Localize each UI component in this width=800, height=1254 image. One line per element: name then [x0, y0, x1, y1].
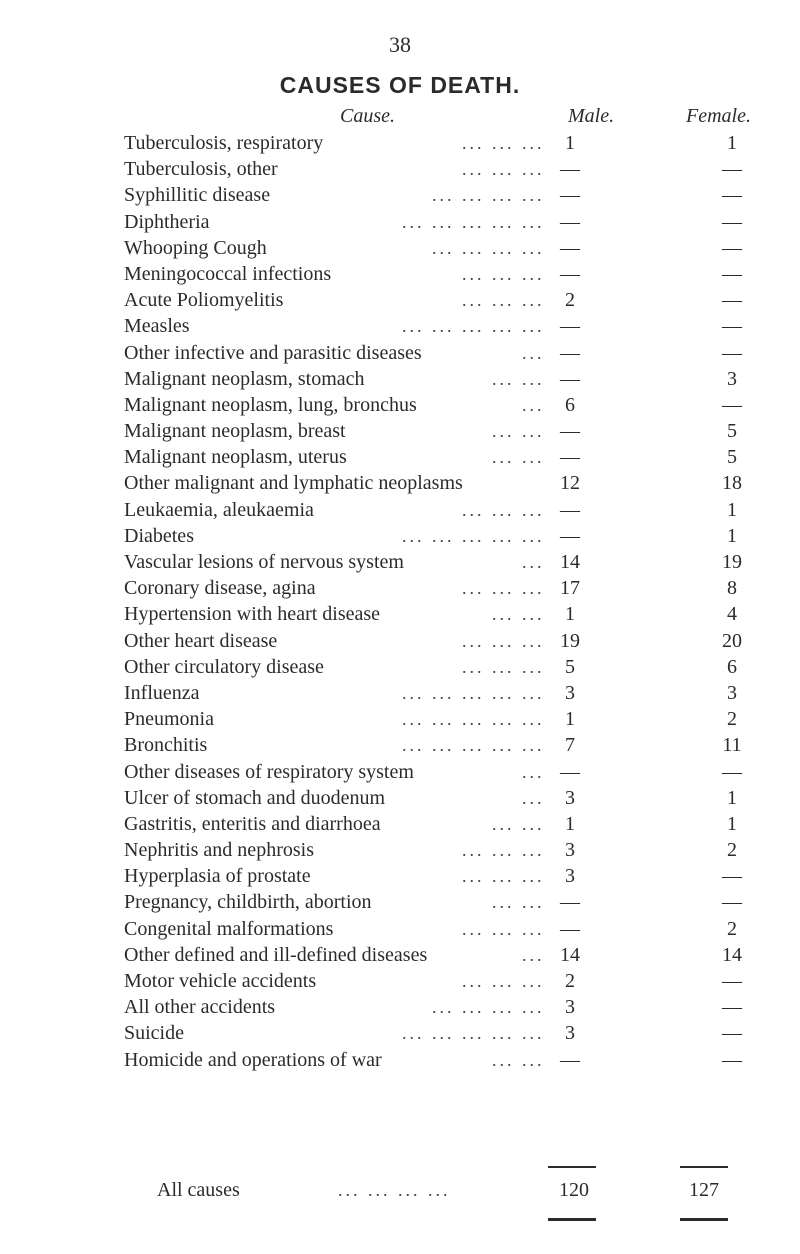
female-count: 1: [727, 812, 737, 835]
table-row: [0, 601, 800, 627]
cause-label: Suicide: [124, 1022, 184, 1045]
female-count: 1: [727, 132, 737, 154]
male-count: 1: [565, 603, 575, 626]
total-rule-top-male: [548, 1166, 596, 1168]
male-count: —: [560, 315, 580, 338]
leader-dots: ... ... ...: [462, 133, 545, 153]
table-row: [0, 130, 800, 156]
cause-label: Vascular lesions of nervous system: [124, 551, 404, 573]
male-count: —: [560, 367, 580, 390]
male-count: 6: [565, 393, 575, 416]
male-count: 1: [565, 132, 575, 154]
male-count: —: [560, 1048, 580, 1071]
female-count: 2: [727, 839, 737, 862]
header-male: Male.: [568, 105, 615, 127]
cause-label: Motor vehicle accidents: [124, 970, 317, 992]
male-count: —: [560, 891, 580, 914]
male-count: 19: [560, 629, 580, 652]
cause-label: Ulcer of stomach and duodenum: [124, 786, 386, 809]
cause-label: Hyperplasia of prostate: [124, 865, 311, 888]
leader-dots: ... ... ...: [462, 290, 545, 311]
leader-dots: ... ... ... ... ...: [402, 709, 545, 730]
table-row: [0, 1047, 800, 1073]
male-count: —: [560, 341, 580, 364]
table-row: [0, 235, 800, 261]
female-count: 1: [727, 786, 737, 809]
table-row: [0, 287, 800, 313]
table-row: [0, 837, 800, 863]
total-rule-top-female: [680, 1166, 728, 1168]
cause-label: All other accidents: [124, 996, 276, 1019]
cause-label: Other defined and ill-defined diseases: [124, 943, 428, 966]
female-count: —: [722, 970, 742, 992]
cause-label: Nephritis and nephrosis: [124, 839, 314, 862]
female-count: 19: [722, 551, 742, 573]
male-count: 3: [565, 839, 575, 862]
female-count: 2: [727, 917, 737, 940]
male-count: —: [560, 446, 580, 469]
cause-label: Acute Poliomyelitis: [124, 289, 284, 312]
female-count: —: [722, 210, 742, 233]
table-row: [0, 549, 800, 575]
leader-dots: ... ... ... ... ...: [402, 211, 545, 232]
leader-dots: ... ... ...: [462, 578, 545, 599]
cause-label: Diabetes: [124, 524, 194, 547]
table-row: [0, 444, 800, 470]
leader-dots: ... ... ...: [462, 499, 545, 520]
female-count: 4: [727, 603, 737, 626]
table-row: [0, 942, 800, 968]
leader-dots: ... ...: [492, 604, 545, 625]
male-count: —: [560, 158, 580, 181]
leader-dots: ... ...: [492, 892, 545, 913]
table-row: [0, 392, 800, 418]
female-count: —: [722, 289, 742, 312]
table-row: [0, 785, 800, 811]
table-row: [0, 340, 800, 366]
cause-label: Bronchitis: [124, 734, 208, 757]
female-count: —: [722, 262, 742, 285]
male-count: 14: [560, 551, 580, 573]
female-count: 11: [722, 734, 742, 757]
table-row: [0, 470, 800, 496]
cause-label: Malignant neoplasm, uterus: [124, 446, 347, 469]
table-row: [0, 994, 800, 1020]
table-row: [0, 182, 800, 208]
male-count: —: [560, 262, 580, 285]
total-leader-dots: ... ... ... ...: [338, 1180, 451, 1200]
male-count: —: [560, 184, 580, 207]
leader-dots: ... ... ...: [462, 159, 545, 180]
female-count: —: [722, 236, 742, 259]
cause-label: Diphtheria: [124, 210, 210, 233]
leader-dots: ... ... ... ... ...: [402, 316, 545, 337]
male-count: 14: [560, 943, 580, 966]
cause-label: Tuberculosis, other: [124, 158, 278, 181]
female-count: —: [722, 760, 742, 783]
female-count: —: [722, 891, 742, 914]
table-row: [0, 628, 800, 654]
table-row: [0, 209, 800, 235]
male-count: 3: [565, 681, 575, 704]
cause-label: Gastritis, enteritis and diarrhoea: [124, 812, 381, 835]
female-count: —: [722, 996, 742, 1019]
table-row: [0, 889, 800, 915]
female-count: 6: [727, 655, 737, 678]
leader-dots: ... ... ... ... ...: [402, 525, 545, 546]
table-row: [0, 916, 800, 942]
male-count: 12: [560, 472, 580, 495]
total-rule-bottom-female: [680, 1218, 728, 1221]
male-count: —: [560, 917, 580, 940]
leader-dots: ... ...: [492, 1049, 545, 1070]
cause-label: Measles: [124, 315, 190, 338]
female-count: —: [722, 865, 742, 888]
cause-label: Congenital malformations: [124, 917, 334, 940]
table-row: [0, 1020, 800, 1046]
female-count: 18: [722, 472, 742, 495]
cause-label: Other diseases of respiratory system: [124, 760, 414, 783]
header-female: Female.: [686, 105, 751, 127]
table-row: [0, 654, 800, 680]
cause-label: Malignant neoplasm, lung, bronchus: [124, 393, 417, 416]
leader-dots: ... ... ... ... ...: [402, 735, 545, 756]
leader-dots: ... ...: [492, 447, 545, 468]
table-row: [0, 366, 800, 392]
female-count: —: [722, 1048, 742, 1071]
cause-label: Tuberculosis, respiratory: [124, 132, 324, 154]
cause-label: Other circulatory disease: [124, 655, 324, 678]
table-row: [0, 313, 800, 339]
leader-dots: ... ...: [492, 368, 545, 389]
female-count: —: [722, 1022, 742, 1045]
male-count: 17: [560, 577, 580, 600]
male-count: 1: [565, 812, 575, 835]
female-count: —: [722, 184, 742, 207]
male-count: 3: [565, 996, 575, 1019]
total-label: All causes: [157, 1179, 240, 1201]
leader-dots: ...: [522, 394, 545, 415]
leader-dots: ...: [522, 787, 545, 808]
cause-label: Other malignant and lymphatic neoplasms: [124, 472, 463, 495]
cause-label: Pregnancy, childbirth, abortion: [124, 891, 372, 914]
cause-label: Pneumonia: [124, 708, 214, 731]
table-row: [0, 523, 800, 549]
leader-dots: ... ... ... ...: [432, 185, 545, 206]
cause-label: Malignant neoplasm, breast: [124, 420, 346, 443]
male-count: 3: [565, 786, 575, 809]
male-count: 3: [565, 1022, 575, 1045]
female-count: 8: [727, 577, 737, 600]
male-count: —: [560, 760, 580, 783]
total-male: 120: [559, 1179, 589, 1201]
table-row: [0, 811, 800, 837]
male-count: —: [560, 524, 580, 547]
cause-label: Other heart disease: [124, 629, 278, 652]
female-count: 14: [722, 943, 742, 966]
male-count: 5: [565, 655, 575, 678]
female-count: 5: [727, 420, 737, 443]
female-count: 1: [727, 498, 737, 521]
female-count: —: [722, 341, 742, 364]
female-count: 5: [727, 446, 737, 469]
header-cause: Cause.: [340, 105, 395, 127]
leader-dots: ...: [522, 552, 545, 572]
table-row: [0, 418, 800, 444]
leader-dots: ...: [522, 342, 545, 363]
leader-dots: ... ... ... ... ...: [402, 1023, 545, 1044]
leader-dots: ... ... ...: [462, 971, 545, 991]
total-rule-bottom-male: [548, 1218, 596, 1221]
female-count: —: [722, 315, 742, 338]
male-count: 2: [565, 970, 575, 992]
female-count: —: [722, 393, 742, 416]
cause-label: Malignant neoplasm, stomach: [124, 367, 365, 390]
total-female: 127: [689, 1179, 719, 1201]
male-count: 7: [565, 734, 575, 757]
causes-table: [0, 130, 800, 1073]
leader-dots: ... ... ... ...: [432, 237, 545, 258]
cause-label: Homicide and operations of war: [124, 1048, 382, 1071]
cause-label: Other infective and parasitic diseases: [124, 341, 422, 364]
table-row: [0, 863, 800, 889]
table-row: [0, 968, 800, 994]
page-number: 38: [389, 32, 411, 57]
table-row: [0, 261, 800, 287]
leader-dots: ... ... ...: [462, 630, 545, 651]
female-count: 3: [727, 367, 737, 390]
table-row: [0, 759, 800, 785]
leader-dots: ...: [522, 761, 545, 782]
table-row: [0, 497, 800, 523]
female-count: 1: [727, 524, 737, 547]
male-count: —: [560, 236, 580, 259]
female-count: 2: [727, 708, 737, 731]
leader-dots: ... ... ...: [462, 656, 545, 677]
table-row: [0, 732, 800, 758]
female-count: 20: [722, 629, 742, 652]
male-count: —: [560, 420, 580, 443]
cause-label: Hypertension with heart disease: [124, 603, 381, 626]
leader-dots: ... ... ...: [462, 866, 545, 887]
female-count: —: [722, 158, 742, 181]
leader-dots: ... ...: [492, 421, 545, 442]
male-count: —: [560, 498, 580, 521]
male-count: 2: [565, 289, 575, 312]
table-row: [0, 680, 800, 706]
table-row: [0, 156, 800, 182]
table-row: [0, 706, 800, 732]
male-count: 1: [565, 708, 575, 731]
leader-dots: ... ...: [492, 813, 545, 834]
leader-dots: ... ... ... ...: [432, 997, 545, 1018]
leader-dots: ... ... ... ... ...: [402, 682, 545, 703]
cause-label: Influenza: [124, 681, 200, 704]
page-title: CAUSES OF DEATH.: [279, 72, 521, 98]
cause-label: Meningococcal infections: [124, 262, 332, 285]
cause-label: Syphillitic disease: [124, 184, 271, 207]
female-count: 3: [727, 681, 737, 704]
leader-dots: ...: [522, 944, 545, 965]
table-row: [0, 575, 800, 601]
leader-dots: ... ... ...: [462, 840, 545, 861]
male-count: —: [560, 210, 580, 233]
cause-label: Coronary disease, agina: [124, 577, 316, 600]
leader-dots: ... ... ...: [462, 263, 545, 284]
male-count: 3: [565, 865, 575, 888]
cause-label: Leukaemia, aleukaemia: [124, 498, 314, 521]
total-row: [0, 1177, 800, 1203]
leader-dots: ... ... ...: [462, 918, 545, 939]
cause-label: Whooping Cough: [124, 236, 267, 259]
